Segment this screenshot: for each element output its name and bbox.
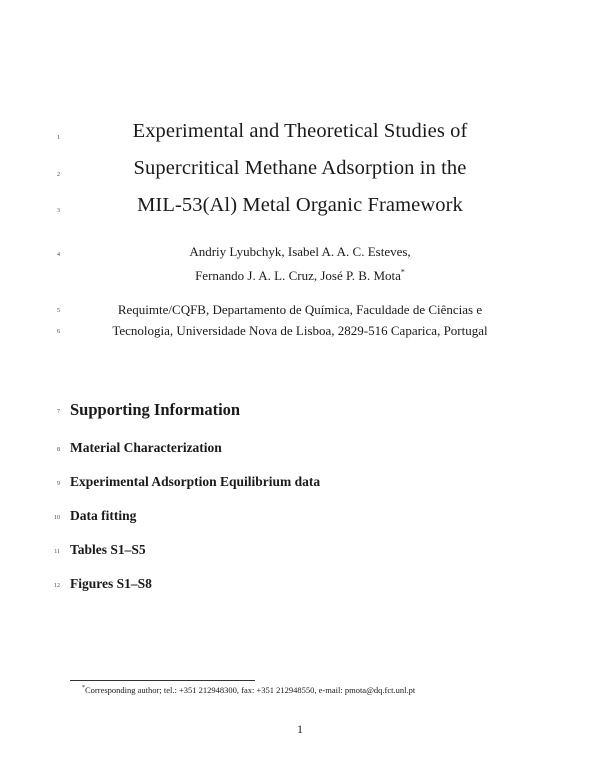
line-number: 12	[54, 583, 60, 589]
corresponding-author-mark: *	[400, 267, 405, 277]
list-item: Data fitting	[70, 508, 137, 523]
list-item: Experimental Adsorption Equilibrium data	[70, 474, 321, 489]
page-number: 1	[297, 722, 303, 736]
section-title: Supporting Information	[70, 400, 241, 419]
footnote-rule	[70, 680, 255, 681]
line-number: 4	[57, 252, 60, 258]
line-number: 5	[57, 308, 60, 314]
footnote	[82, 685, 415, 695]
line-number: 1	[57, 135, 60, 141]
list-item: Material Characterization	[70, 440, 222, 455]
paper-title-line-3: MIL-53(Al) Metal Organic Framework	[137, 194, 463, 216]
line-number: 3	[57, 208, 60, 214]
footnote-mark: *	[82, 685, 85, 692]
line-number: 7	[57, 409, 60, 415]
line-number: 6	[57, 329, 60, 335]
affiliation-line-2: Tecnologia, Universidade Nova de Lisboa, 2829-516 Caparica, Portugal	[112, 323, 488, 338]
list-item: Tables S1–S5	[70, 542, 146, 557]
paper-title-line-1: Experimental and Theoretical Studies of	[132, 120, 468, 142]
authors-line-1: Andriy Lyubchyk, Isabel A. A. C. Esteves,	[189, 244, 411, 259]
line-number: 9	[57, 481, 60, 487]
authors-line-2	[0, 268, 600, 284]
line-number: 11	[54, 549, 60, 555]
authors-line-2-text: Fernando J. A. L. Cruz, José P. B. Mota	[195, 268, 401, 283]
affiliation-line-1: Requimte/CQFB, Departamento de Química, Faculdade de Ciências e	[117, 302, 483, 317]
paper-title-line-2: Supercritical Methane Adsorption in the	[133, 157, 467, 179]
footnote-text: Corresponding author; tel.: +351 212948300, fax: +351 212948550, e-mail: pmota@dq.fct.unl.pt	[85, 685, 416, 695]
list-item: Figures S1–S8	[70, 576, 152, 591]
line-number: 10	[54, 515, 60, 521]
line-number: 2	[57, 172, 60, 178]
line-number: 8	[57, 447, 60, 453]
